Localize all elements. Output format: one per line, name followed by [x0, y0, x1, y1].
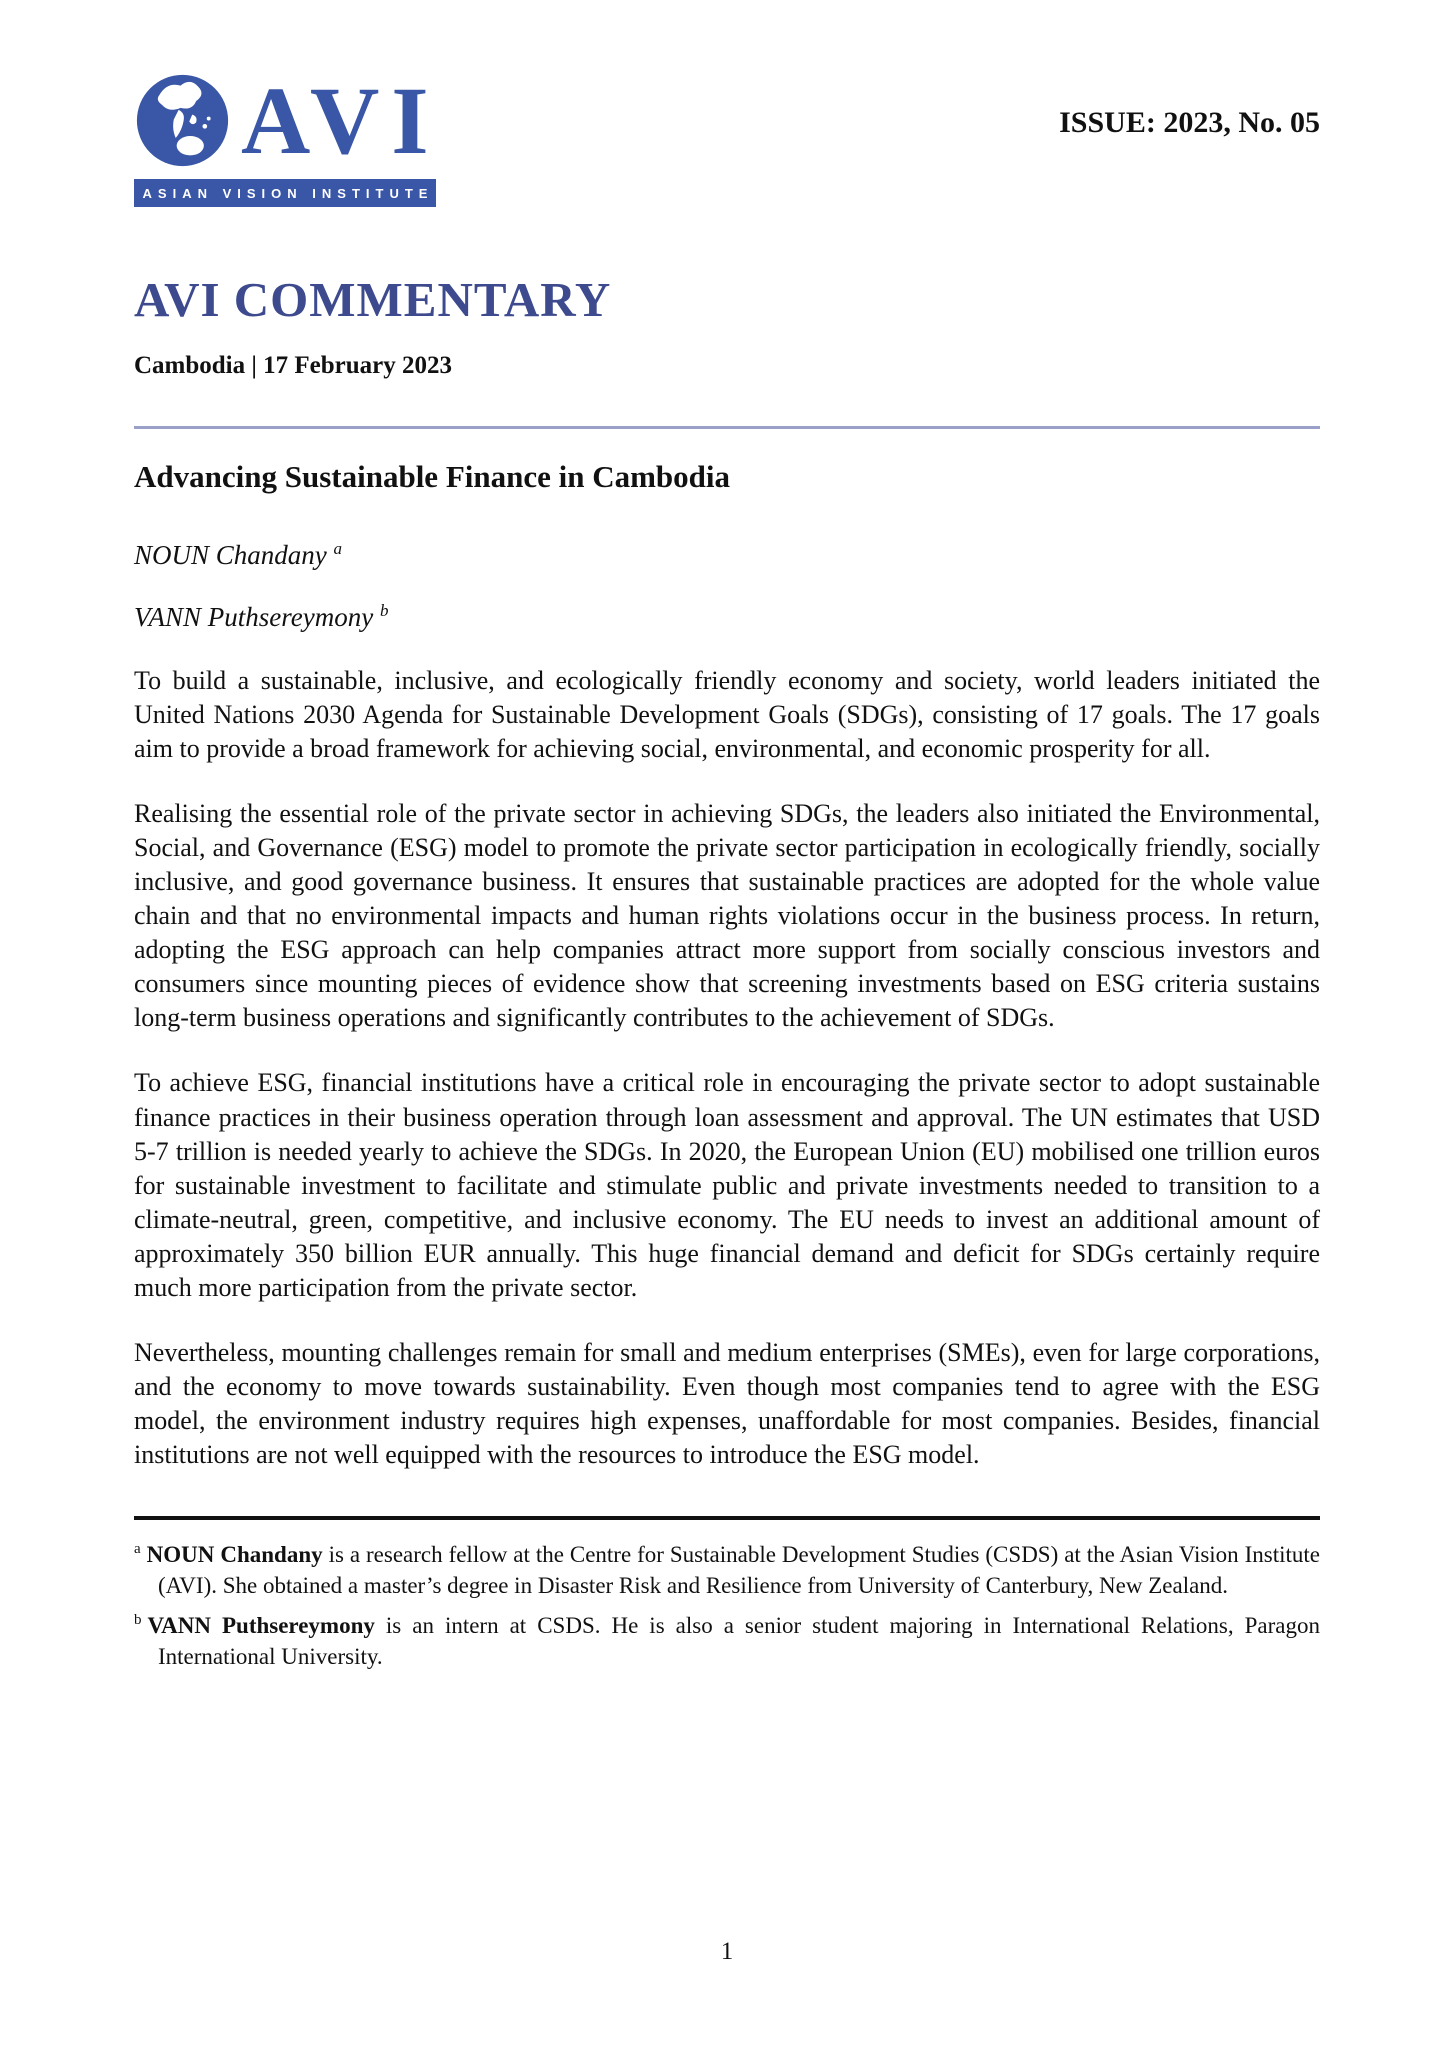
- article-title: Advancing Sustainable Finance in Cambodia: [134, 459, 731, 494]
- author-line: [134, 601, 1320, 633]
- body-paragraph: Realising the essential role of the private sector in achieving SDGs, the leaders also initiated the Environmental, Social, and Governance (ESG) model to promote the private sector participation in ecologically friendly, socially inclusive, and good governance business. It ensures that sustainable practices are adopted for the whole value chain and that no environmental impacts and human rights violations occur in the business process. In return, adopting the ESG approach can help companies attract more support from socially conscious investors and consumers since mounting pieces of evidence show that screening investments based on ESG criteria sustains long-term business operations and significantly contributes to the achievement of SDGs.: [134, 799, 1320, 1033]
- footnote-author: VANN Puthsereymony: [147, 1613, 375, 1639]
- footnote: [134, 1540, 1320, 1601]
- body-paragraph: To build a sustainable, inclusive, and ecologically friendly economy and society, world leaders initiated the United Nations 2030 Agenda for Sustainable Development Goals (SDGs), consisting of 17 goals. The 17 goals aim to provide a broad framework for achieving social, environmental, and economic prosperity for all.: [134, 666, 1320, 764]
- masthead-title: AVI COMMENTARY: [134, 272, 612, 327]
- author-name: VANN Puthsereymony: [134, 602, 374, 632]
- footnote-text: is an intern at CSDS. He is also a senior student majoring in International Relations, Paragon International University.: [158, 1613, 1320, 1669]
- footnote-marker: a: [134, 1541, 141, 1558]
- author-name: NOUN Chandany: [134, 540, 327, 570]
- page-header: [134, 66, 1320, 207]
- footnotes-section: [134, 1516, 1320, 1672]
- dateline: Cambodia | 17 February 2023: [134, 352, 453, 379]
- body-paragraph: Nevertheless, mounting challenges remain for small and medium enterprises (SMEs), even for large corporations, and the economy to move towards sustainability. Even though most companies tend to agree with the ESG model, the environment industry requires high expenses, unaffordable for most companies. Besides, financial institutions are not well equipped with the resources to introduce the ESG model.: [134, 1337, 1320, 1469]
- page-number: 1: [720, 1938, 734, 1965]
- footnote-divider: [134, 1516, 1320, 1520]
- logo-acronym: AVI: [241, 66, 441, 174]
- footnote-marker: b: [134, 1612, 142, 1629]
- globe-icon: [134, 72, 231, 169]
- footnote-text: is a research fellow at the Centre for Sustainable Development Studies (CSDS) at the Asian Vision Institute (AVI). She obtained a master’s degree in Disaster Risk and Resilience from University of Canterbury, New Zealand.: [158, 1541, 1320, 1598]
- author-footnote-marker: a: [333, 539, 343, 558]
- author-footnote-marker: b: [379, 601, 389, 620]
- issue-label: ISSUE: 2023, No. 05: [1059, 106, 1320, 139]
- logo-banner: ASIAN VISION INSTITUTE: [134, 179, 436, 207]
- footnote: [134, 1611, 1320, 1672]
- author-line: [134, 539, 1320, 571]
- avi-logo-top: [134, 66, 441, 174]
- footnote-author: NOUN Chandany: [146, 1541, 323, 1567]
- header-divider: [134, 426, 1320, 429]
- body-paragraph: To achieve ESG, financial institutions have a critical role in encouraging the private sector to adopt sustainable finance practices in their business operation through loan assessment and approval. The UN estimates that USD 5-7 trillion is needed yearly to achieve the SDGs. In 2020, the European Union (EU) mobilised one trillion euros for sustainable investment to facilitate and stimulate public and private investments needed to transition to a climate-neutral, green, competitive, and inclusive economy. The EU needs to invest an additional amount of approximately 350 billion EUR annually. This huge financial demand and deficit for SDGs certainly require much more participation from the private sector.: [134, 1068, 1320, 1302]
- avi-logo: [134, 66, 441, 207]
